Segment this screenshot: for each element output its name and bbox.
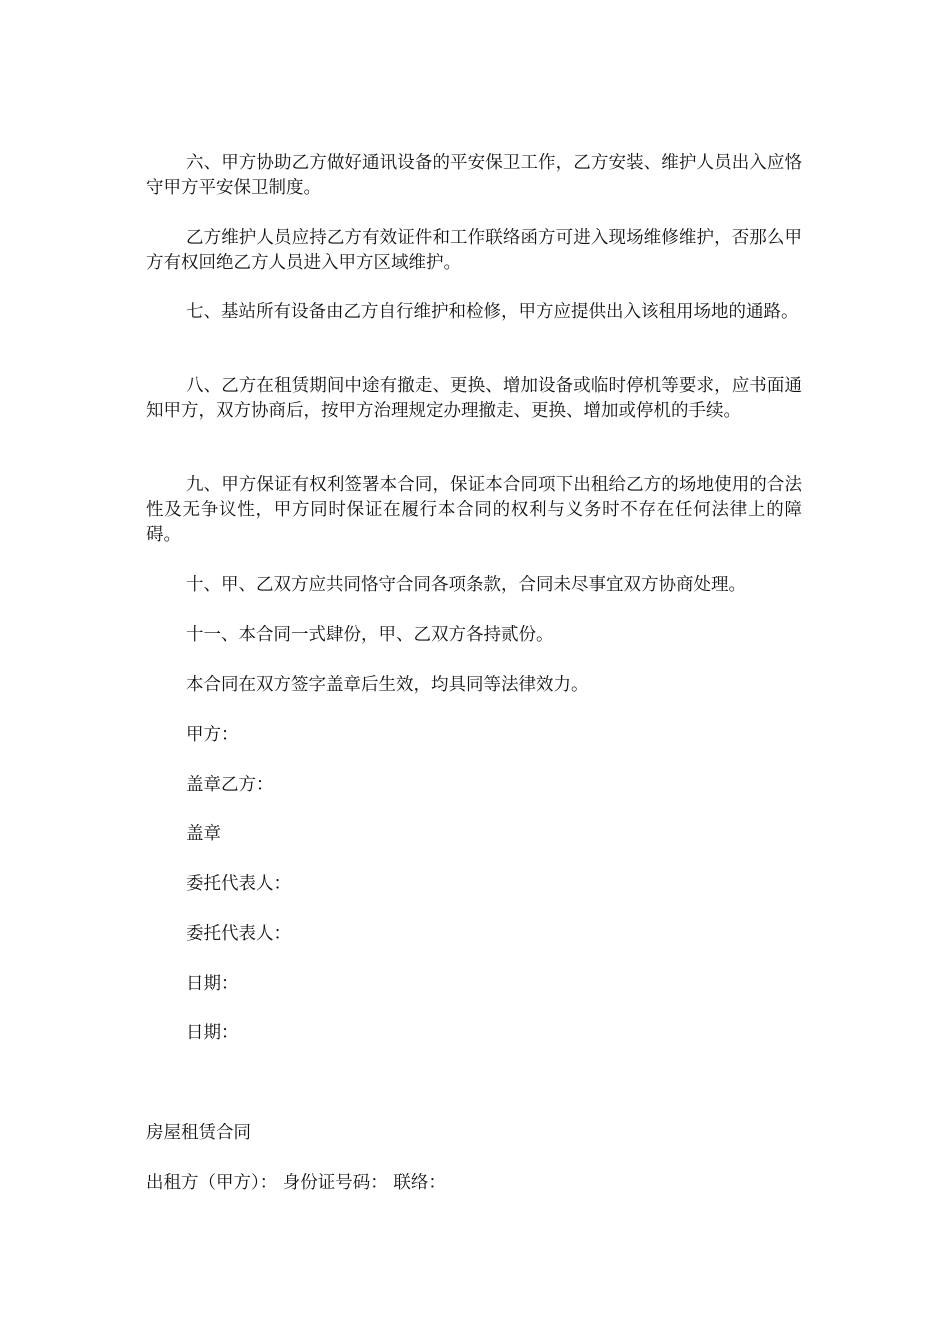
seal-party-b-label: 盖章乙方：: [186, 775, 274, 795]
agent-label-2: 委托代表人：: [186, 924, 291, 944]
clause-6-maintenance: 乙方维护人员应持乙方有效证件和工作联络函方可进入现场维修维护，否那么甲方有权回绝乙方人员进入甲方区域维护。: [146, 228, 802, 273]
date-label-1: 日期：: [186, 974, 239, 994]
lessor-info-line: 出租方（甲方）： 身份证号码： 联络：: [146, 1173, 446, 1193]
seal-label: 盖章: [186, 824, 221, 844]
clause-6: 六、甲方协助乙方做好通讯设备的平安保卫工作，乙方安装、维护人员出入应恪守甲方平安保卫制度。: [146, 153, 802, 198]
agent-label-1: 委托代表人：: [186, 874, 291, 894]
party-a-label: 甲方：: [186, 725, 239, 745]
clause-11: 十一、本合同一式肆份，甲、乙双方各持贰份。: [186, 625, 554, 645]
clause-7: 七、基站所有设备由乙方自行维护和检修，甲方应提供出入该租用场地的通路。: [186, 302, 799, 322]
effectiveness-statement: 本合同在双方签字盖章后生效，均具同等法律效力。: [186, 675, 589, 695]
clause-8: 八、乙方在租赁期间中途有撤走、更换、增加设备或临时停机等要求，应书面通知甲方，双方协商后，按甲方治理规定办理撤走、更换、增加或停机的手续。: [146, 376, 802, 421]
second-contract-title: 房屋租赁合同: [146, 1123, 251, 1143]
date-label-2: 日期：: [186, 1023, 239, 1043]
clause-9: 九、甲方保证有权利签署本合同，保证本合同项下出租给乙方的场地使用的合法性及无争议性，甲方同时保证在履行本合同的权利与义务时不存在任何法律上的障碍。: [146, 475, 802, 545]
clause-10: 十、甲、乙双方应共同恪守合同各项条款，合同未尽事宜双方协商处理。: [186, 575, 746, 595]
